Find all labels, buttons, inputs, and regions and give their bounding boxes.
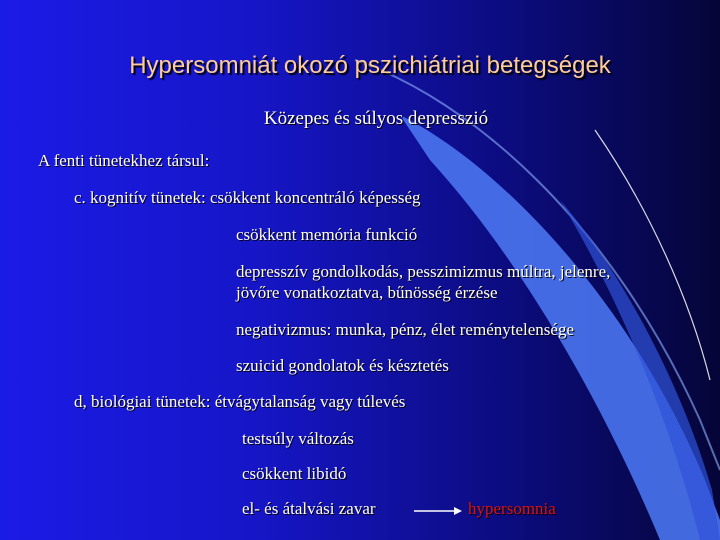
cognitive-item: depresszív gondolkodás, pesszimizmus múltra, jelenre, (236, 262, 611, 281)
arrow-right-icon (412, 505, 464, 517)
biological-heading: d, biológiai tünetek: étvágytalanság vagy túlevés (74, 392, 406, 411)
biological-item: el- és átalvási zavar (242, 499, 376, 518)
cognitive-item: csökkent memória funkció (236, 225, 418, 244)
slide-subtitle: Közepes és súlyos depresszió (263, 108, 489, 129)
cognitive-heading: c. kognitív tünetek: csökkent koncentráló képesség (74, 188, 421, 207)
slide-title: Hypersomniát okozó pszichiátriai betegségek (129, 52, 611, 79)
cognitive-item: jövőre vonatkoztatva, bűnösség érzése (236, 283, 498, 302)
intro-text: A fenti tünetekhez társul: (38, 151, 210, 170)
biological-item: csökkent libidó (242, 464, 347, 483)
cognitive-item: negativizmus: munka, pénz, élet reménytelensége (236, 320, 574, 339)
biological-item: testsúly változás (242, 429, 354, 448)
cognitive-item: szuicid gondolatok és késztetés (236, 356, 449, 375)
hypersomnia-label: hypersomnia (468, 499, 556, 518)
